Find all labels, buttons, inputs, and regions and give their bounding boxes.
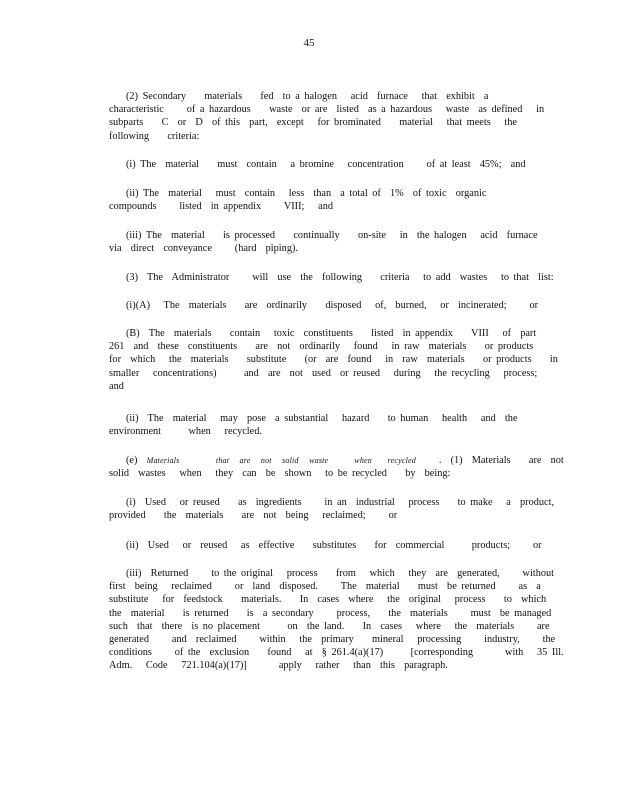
paragraph-line: via direct conveyance (hard piping).: [109, 243, 298, 255]
paragraph-line: solid wastes when they can be shown to be recycled by being:: [109, 468, 451, 480]
paragraph-line: subparts C or D of this part, except for brominated material that meets the: [109, 117, 518, 129]
paragraph-line: Adm. Code 721.104(a)(17)] apply rather than this paragraph.: [109, 660, 448, 672]
page-number: 45: [303, 37, 315, 49]
paragraph-line: for which the materials substitute (or are found in raw materials or products in: [109, 354, 558, 366]
paragraph-line: (e) Materials that are not solid waste when recycled . (1) Materials are not: [126, 455, 564, 466]
paragraph-line: (3) The Administrator will use the following criteria to add wastes to that list:: [126, 272, 554, 283]
paragraph-line: the material is returned is a secondary process, the materials must be managed: [109, 607, 552, 619]
paragraph-line: provided the materials are not being reclaimed; or: [109, 510, 398, 522]
paragraph-line: (ii) The material must contain less than a total of 1% of toxic organic: [126, 188, 487, 199]
paragraph-line: substitute for feedstock materials. In cases where the original process to which: [109, 594, 547, 606]
paragraph-line: and: [109, 380, 124, 392]
paragraph: [109, 187, 509, 213]
paragraph: [109, 539, 542, 552]
paragraph-line: (B) The materials contain toxic constituents listed in appendix VIII of part: [126, 328, 537, 339]
paragraph-line: (i) Used or reused as ingredients in an industrial process to make a product,: [126, 497, 555, 508]
paragraph-line: first being reclaimed or land disposed. The material must be returned as a: [109, 581, 541, 593]
paragraph-line: (iii) The material is processed continually on-site in the halogen acid furnace: [126, 230, 538, 241]
paragraph-line: 261 and these constituents are not ordinarily found in raw materials or products: [109, 341, 534, 353]
paragraph-line: (i) The material must contain a bromine concentration of at least 45%; and: [126, 159, 526, 170]
paragraph-line: such that there is no placement on the land. In cases where the materials are: [109, 620, 550, 632]
paragraph: [109, 496, 555, 522]
italic-heading: Materials that are not solid waste when recycled: [146, 456, 416, 465]
paragraph: [109, 271, 554, 284]
paragraph-line: (ii) Used or reused as effective substitutes for commercial products; or: [126, 540, 542, 551]
paragraph-line: conditions of the exclusion found at § 261.4(a)(17) [corresponding with 35 Ill.: [109, 647, 564, 659]
paragraph: [109, 327, 558, 393]
paragraph: [109, 299, 539, 312]
paragraph: [109, 158, 526, 171]
paragraph-line: (iii) Returned to the original process from which they are generated, without: [126, 568, 555, 579]
paragraph: [109, 412, 518, 438]
paragraph-line: (ii) The material may pose a substantial hazard to human health and the: [126, 413, 518, 424]
paragraph-line: generated and reclaimed within the primary mineral processing industry, the: [109, 633, 556, 645]
paragraph-line: smaller concentrations) and are not used or reused during the recycling process;: [109, 367, 538, 379]
paragraph-line: (i)(A) The materials are ordinarily disposed of, burned, or incinerated; or: [126, 300, 539, 311]
paragraph-line: environment when recycled.: [109, 426, 262, 438]
paragraph-line: (2) Secondary materials fed to a halogen acid furnace that exhibit a: [126, 91, 489, 102]
paragraph-line: compounds listed in appendix VIII; and: [109, 201, 333, 213]
paragraph-line: following criteria:: [109, 130, 200, 142]
paragraph: [109, 90, 545, 143]
paragraph-line: characteristic of a hazardous waste or are listed as a hazardous waste as defined in: [109, 104, 545, 116]
paragraph: [109, 454, 564, 480]
paragraph: [109, 567, 564, 673]
paragraph: [109, 229, 538, 255]
